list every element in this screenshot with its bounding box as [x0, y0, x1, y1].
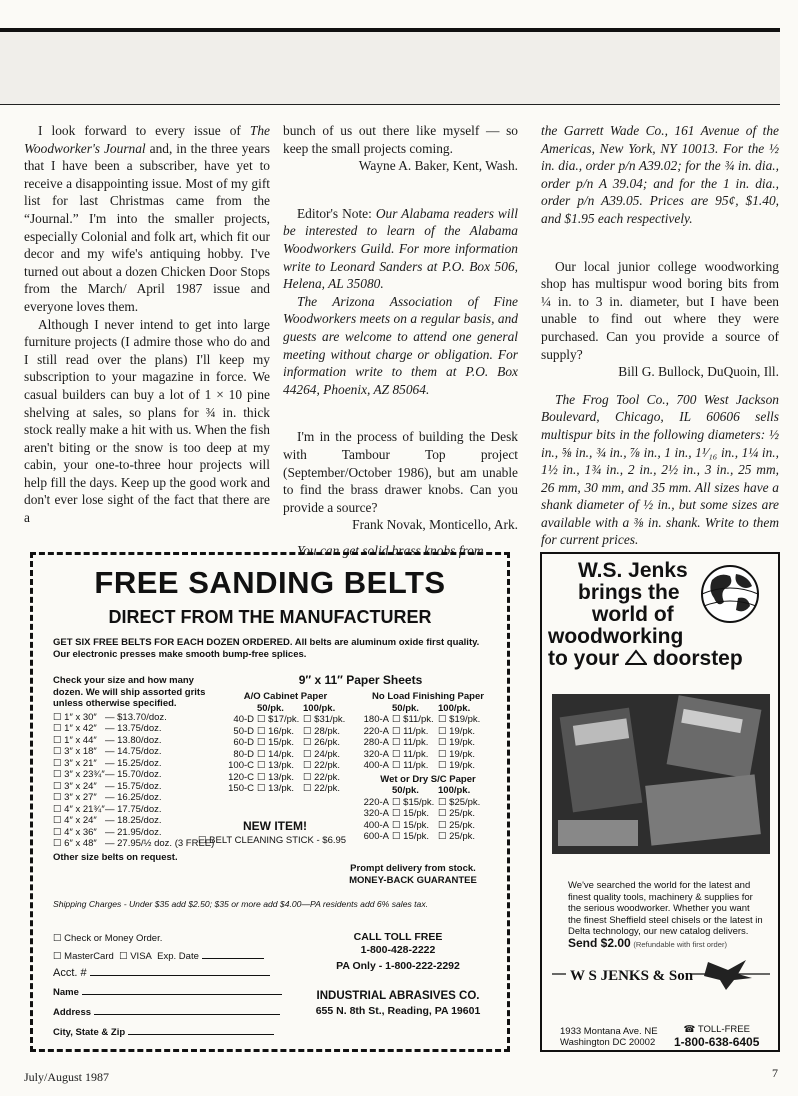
- letter-signature: Bill G. Bullock, DuQuoin, Ill.: [618, 364, 779, 380]
- header-band: [0, 32, 780, 104]
- column-header: 100/pk.: [438, 702, 471, 714]
- price-50-cell[interactable]: ☐ 15/pk.: [392, 819, 430, 831]
- belt-row[interactable]: [53, 723, 223, 735]
- price-100-cell[interactable]: ☐ 19/pk.: [438, 737, 476, 748]
- price-100-cell[interactable]: ☐ 24/pk.: [303, 748, 341, 760]
- price-100-cell[interactable]: ☐ 19/pk.: [438, 725, 476, 737]
- send-price: Send $2.00: [568, 935, 631, 950]
- letter-text: I look forward to every issue of: [38, 123, 250, 138]
- belt-size: ☐ 4″ x 24″: [53, 815, 97, 826]
- letters-column-3: [541, 122, 779, 549]
- grit-cell: 40-D: [233, 714, 254, 725]
- grit-cell: 180-A: [363, 714, 389, 725]
- belt-price: — 15.75/doz.: [105, 780, 162, 792]
- doorstep-triangle-icon: [625, 648, 647, 670]
- city-label: City, State & Zip: [53, 1027, 126, 1038]
- table-row: [218, 714, 353, 726]
- editor-note: [283, 205, 518, 293]
- price-50-cell[interactable]: ☐ 13/pk.: [257, 771, 295, 783]
- belt-price: — 17.75/doz.: [105, 803, 162, 815]
- jenks-toll-free: [674, 1024, 759, 1048]
- grit-cell: 320-A: [363, 748, 389, 760]
- visa-option[interactable]: ☐ VISA: [119, 951, 152, 962]
- price-100-cell[interactable]: ☐ 26/pk.: [303, 737, 341, 748]
- belt-size: ☐ 4″ x 21¾″: [53, 803, 105, 815]
- money-back-guarantee: MONEY-BACK GUARANTEE: [349, 874, 477, 886]
- grit-cell: 280-A: [363, 737, 389, 748]
- price-100-cell[interactable]: ☐ 25/pk.: [438, 831, 476, 842]
- catalog-photo: [552, 694, 770, 854]
- jenks-phone-number[interactable]: 1-800-638-6405: [674, 1035, 760, 1049]
- table-row: [353, 760, 503, 772]
- belt-price: — 21.95/doz.: [105, 826, 162, 838]
- belt-size: ☐ 3″ x 23¾″: [53, 769, 105, 780]
- price-100-cell[interactable]: ☐ 19/pk.: [438, 748, 476, 760]
- price-50-cell[interactable]: ☐ 15/pk.: [257, 737, 295, 748]
- address-field[interactable]: [94, 1005, 280, 1015]
- belt-price: — $13.70/doz.: [105, 711, 167, 723]
- ad-intro: GET SIX FREE BELTS FOR EACH DOZEN ORDERED. All belts are aluminum oxide first quality. Our electronic presses make smooth bump-free splices.: [53, 637, 480, 660]
- table-row: [353, 749, 503, 761]
- table-row: [218, 772, 353, 784]
- table-row: [218, 760, 353, 772]
- belt-row[interactable]: [53, 735, 223, 747]
- price-50-cell[interactable]: ☐ 16/pk.: [257, 725, 295, 737]
- editor-note-text: Our Alabama readers will be interested to learn of the Alabama Woodworkers Guild. For more information write to Leonard Sanders at P.O. Box 506, Helena, AL 35080.: [283, 205, 518, 292]
- column-header: 50/pk.: [392, 785, 419, 796]
- address-line: Washington DC 20002: [560, 1037, 656, 1048]
- table-row: [218, 783, 353, 795]
- headline-line: to your: [548, 647, 620, 670]
- jenks-address: [560, 1026, 658, 1048]
- city-field[interactable]: [128, 1025, 274, 1035]
- headline-line: world of: [592, 603, 674, 626]
- letter-paragraph: [24, 122, 270, 316]
- belt-row[interactable]: [53, 781, 223, 793]
- letter-signature: Frank Novak, Monticello, Ark.: [352, 517, 518, 533]
- price-100-cell[interactable]: ☐ $19/pk.: [438, 714, 481, 725]
- jenks-description: [568, 880, 764, 950]
- belt-row[interactable]: [53, 712, 223, 724]
- table-row: [218, 749, 353, 761]
- belt-size: ☐ 3″ x 21″: [53, 757, 97, 769]
- letter-paragraph: Our local junior college woodworking shop has multispur wood boring bits from ¼ in. to 3 in. diameter, but I have been unable to find out where they were purchased. Can you provide a source of supply?: [541, 258, 779, 362]
- company-name: INDUSTRIAL ABRASIVES CO.: [316, 990, 480, 1002]
- new-item-label: NEW ITEM!: [243, 819, 307, 833]
- belt-price: — 16.25/doz.: [105, 792, 162, 803]
- belt-instructions: Check your size and how many dozen. We will ship assorted grits unless otherwise specified.: [53, 675, 206, 709]
- noload-paper-table: [353, 691, 503, 843]
- table-title: No Load Finishing Paper: [372, 691, 484, 702]
- price-50-cell[interactable]: ☐ $15/pk.: [392, 796, 435, 808]
- belt-row[interactable]: [53, 758, 223, 770]
- belt-size: ☐ 3″ x 27″: [53, 792, 97, 803]
- belt-size: ☐ 1″ x 42″: [53, 723, 97, 734]
- price-50-cell[interactable]: ☐ 13/pk.: [257, 760, 295, 771]
- price-50-cell[interactable]: ☐ $17/pk.: [257, 714, 300, 725]
- address-label: Address: [53, 1007, 92, 1018]
- editor-answer: You can get solid brass knobs from: [297, 542, 484, 558]
- exp-date-field[interactable]: [202, 949, 264, 959]
- price-100-cell[interactable]: ☐ 28/pk.: [303, 725, 341, 737]
- grit-cell: 60-D: [233, 737, 254, 748]
- shipping-charges: Shipping Charges - Under $35 add $2.50; $35 or more add $4.00—PA residents add 6% sales tax.: [53, 899, 429, 909]
- belt-size: ☐ 1″ x 44″: [53, 734, 97, 746]
- refund-note: (Refundable with first order): [633, 939, 728, 949]
- mastercard-option[interactable]: ☐ MasterCard: [53, 951, 114, 962]
- magazine-title: The Woodworker's Journal: [24, 123, 270, 156]
- belt-price: — 15.70/doz.: [105, 769, 162, 780]
- name-field[interactable]: [82, 985, 282, 995]
- belt-size: ☐ 3″ x 18″: [53, 746, 97, 757]
- pa-phone-number[interactable]: PA Only - 1-800-222-2292: [336, 960, 460, 972]
- table-row: [353, 714, 503, 726]
- column-header: 100/pk.: [303, 702, 336, 714]
- headline-line: woodworking: [548, 625, 684, 648]
- editor-note-arizona: The Arizona Association of Fine Woodworkers meets on a regular basis, and guests are welcome to attend one general meeting without charge or obligation. For information write to them at P.O. Box 44264, Phoenix, AZ 85064.: [283, 293, 518, 397]
- jenks-logo: [548, 954, 774, 994]
- letter-text: and, in the three years that I have been a subscriber, have yet to receive a disappointing issue. Most of my gift list for last Christmas came from the “Journal.” I'm into the smaller projects, especially Colonial and folk art, which fit our decor and my wife's antiquing hobby. I've turned out about a dozen Chicken Door Stops from the March/ April 1987 issue and everyone loves them.: [24, 140, 270, 314]
- phone-number[interactable]: 1-800-428-2222: [360, 944, 436, 956]
- belt-price: — 15.25/doz.: [105, 757, 162, 769]
- price-50-cell[interactable]: ☐ 14/pk.: [257, 748, 295, 760]
- grit-cell: 220-A: [363, 725, 389, 737]
- order-form: [53, 929, 293, 1043]
- belt-row[interactable]: [53, 792, 223, 804]
- header-rule: [0, 104, 780, 105]
- belt-size: ☐ 6″ x 48″: [53, 838, 97, 849]
- description-text: We've searched the world for the latest and finest quality tools, machinery & supplies for the serious woodworker. Whether you want the finest Sheffield steel chisels or the latest in Delta technology, our new catalog delivers.: [568, 880, 763, 937]
- grit-cell: 400-A: [363, 819, 389, 831]
- delivery-guarantee: [333, 863, 493, 886]
- belt-row[interactable]: [53, 746, 223, 758]
- letters-column-2: [283, 122, 518, 559]
- price-50-cell[interactable]: ☐ 15/pk.: [392, 831, 430, 842]
- globe-icon: [690, 562, 770, 626]
- price-50-cell[interactable]: ☐ 11/pk.: [392, 760, 429, 771]
- headline-line: W.S. Jenks: [578, 559, 688, 582]
- table-row: [353, 726, 503, 738]
- belt-row[interactable]: [53, 804, 223, 816]
- call-toll-free: CALL TOLL FREE: [353, 931, 443, 943]
- letter-paragraph: I'm in the process of building the Desk with Tambour Top project (September/October 1986), but am unable to find the brass drawer knobs. Can you provide a source?: [283, 429, 518, 515]
- toll-free-label: TOLL-FREE: [697, 1024, 750, 1035]
- cabinet-paper-table: [218, 691, 353, 795]
- belt-row[interactable]: [53, 815, 223, 827]
- issue-date: July/August 1987: [24, 1070, 110, 1084]
- paper-sheets: [223, 675, 498, 689]
- cleaning-stick-option[interactable]: ☐ BELT CLEANING STICK - $6.95: [198, 835, 347, 846]
- editor-answer: the Garrett Wade Co., 161 Avenue of the Americas, New York, NY 10013. For the ½ in. dia., order p/n A39.02; for the ¾ in. dia., order p/n A 39.04; and for the 1 in. dia., order p/n A39.05. Prices are 95¢, $1.40, and $1.95 each respectively.: [541, 123, 779, 226]
- grit-cell: 50-D: [233, 725, 254, 737]
- belt-row[interactable]: [53, 769, 223, 781]
- svg-text:W S JENKS & Son: W S JENKS & Son: [570, 968, 694, 984]
- table-row: [353, 808, 503, 820]
- phone-icon: ☎: [683, 1024, 696, 1035]
- table-row: [353, 831, 503, 843]
- page-number: 7: [772, 1066, 778, 1080]
- company-block: [298, 989, 498, 1019]
- ad-subhead: DIRECT FROM THE MANUFACTURER: [108, 607, 432, 627]
- grit-cell: 150-C: [228, 783, 254, 794]
- sanding-belts-ad: [30, 552, 510, 1052]
- belt-price: — 13.75/doz.: [105, 723, 162, 734]
- toll-free-block: [298, 931, 498, 973]
- letters-column-1: [24, 122, 270, 527]
- address-line: 1933 Montana Ave. NE: [560, 1026, 658, 1037]
- belt-size: ☐ 1″ x 30″: [53, 711, 97, 723]
- name-label: Name: [53, 987, 79, 998]
- grit-cell: 320-A: [363, 808, 389, 819]
- price-50-cell[interactable]: ☐ 11/pk.: [392, 737, 429, 748]
- paper-sheets-title: 9″ x 11″ Paper Sheets: [298, 673, 423, 687]
- headline-line: doorstep: [652, 647, 743, 670]
- price-100-cell[interactable]: ☐ $31/pk.: [303, 714, 346, 725]
- company-address: 655 N. 8th St., Reading, PA 19601: [315, 1005, 481, 1017]
- grit-cell: 600-A: [363, 831, 389, 842]
- table-row: [353, 737, 503, 749]
- price-100-cell[interactable]: ☐ 22/pk.: [303, 771, 341, 783]
- price-100-cell[interactable]: ☐ 22/pk.: [303, 760, 341, 771]
- price-50-cell[interactable]: ☐ 13/pk.: [257, 783, 295, 794]
- other-sizes-note: Other size belts on request.: [53, 851, 178, 863]
- price-50-cell[interactable]: ☐ 11/pk.: [392, 725, 429, 737]
- price-50-cell[interactable]: ☐ 15/pk.: [392, 808, 430, 819]
- table-row: [218, 726, 353, 738]
- price-100-cell[interactable]: ☐ 25/pk.: [438, 808, 476, 819]
- table-row: [218, 737, 353, 749]
- table-title: A/O Cabinet Paper: [243, 691, 328, 702]
- belt-size: ☐ 4″ x 36″: [53, 826, 97, 838]
- grit-cell: 120-C: [228, 771, 254, 783]
- grit-cell: 100-C: [228, 760, 254, 771]
- editor-note-label: Editor's Note:: [297, 205, 376, 221]
- grit-cell: 220-A: [363, 796, 389, 808]
- price-100-cell[interactable]: ☐ $25/pk.: [438, 796, 481, 808]
- belt-price: — 27.95/½ doz. (3 FREE): [105, 838, 215, 849]
- account-field[interactable]: [90, 966, 270, 976]
- belt-price: — 14.75/doz.: [105, 746, 162, 757]
- price-100-cell[interactable]: ☐ 25/pk.: [438, 819, 476, 831]
- price-100-cell[interactable]: ☐ 19/pk.: [438, 760, 476, 771]
- table-row: [353, 797, 503, 809]
- letter-signature: Wayne A. Baker, Kent, Wash.: [358, 158, 518, 174]
- editor-answer: The Frog Tool Co., 700 West Jackson Boulevard, Chicago, IL 60606 sells multispur bits in the following diameters: ½ in., ⅝ in., ¾ in., ⅞ in., 1 in., 1¹⁄₁₆ in., 1¼ in., 1½ in., 1¾ in., 2 in., 2½ in., 3 in., 25 mm, 26 mm, 30 mm, and 35 mm. All sizes have a shank diameter of ½ in., but some sizes are available with a ⅜ in. shank. Write to them for current prices.: [541, 391, 779, 548]
- column-header: 50/pk.: [392, 702, 419, 714]
- belt-price: — 13.80/doz.: [105, 734, 162, 746]
- jenks-ad: [540, 552, 780, 1052]
- headline-line: brings the: [578, 581, 680, 604]
- grit-cell: 400-A: [363, 760, 389, 771]
- account-label: Acct. #: [53, 967, 87, 979]
- belt-size: ☐ 3″ x 24″: [53, 780, 97, 792]
- grit-cell: 80-D: [233, 748, 254, 760]
- table-row: [353, 820, 503, 832]
- letter-paragraph: Although I never intend to get into large furniture projects (I admire those who do and I still read over the plans) I'll keep my subscription to your magazine in force. We casual builders can buy a lot of 1 × 10 pine shelving at sales, so plans for ¾ in. thick stock really make a hit with us. When the fish aren't biting or the snow is too deep at my cabin, your one-to-three hour projects will help fill the days. Keep up the good work and don't ever lose sight of the fact that there are a: [24, 316, 270, 526]
- prompt-delivery: Prompt delivery from stock.: [350, 863, 476, 874]
- column-header: 100/pk.: [438, 785, 471, 796]
- belt-price: — 18.25/doz.: [105, 815, 162, 826]
- exp-date-label: Exp. Date: [157, 951, 199, 962]
- check-money-order-option[interactable]: ☐ Check or Money Order.: [53, 933, 163, 944]
- price-50-cell[interactable]: ☐ 11/pk.: [392, 748, 429, 760]
- price-50-cell[interactable]: ☐ $11/pk.: [392, 714, 434, 725]
- letter-paragraph: bunch of us out there like myself — so keep the small projects coming.: [283, 123, 518, 156]
- table-title: Wet or Dry S/C Paper: [380, 773, 476, 785]
- ad-headline: FREE SANDING BELTS: [94, 565, 446, 600]
- column-header: 50/pk.: [257, 702, 284, 714]
- price-100-cell[interactable]: ☐ 22/pk.: [303, 783, 341, 794]
